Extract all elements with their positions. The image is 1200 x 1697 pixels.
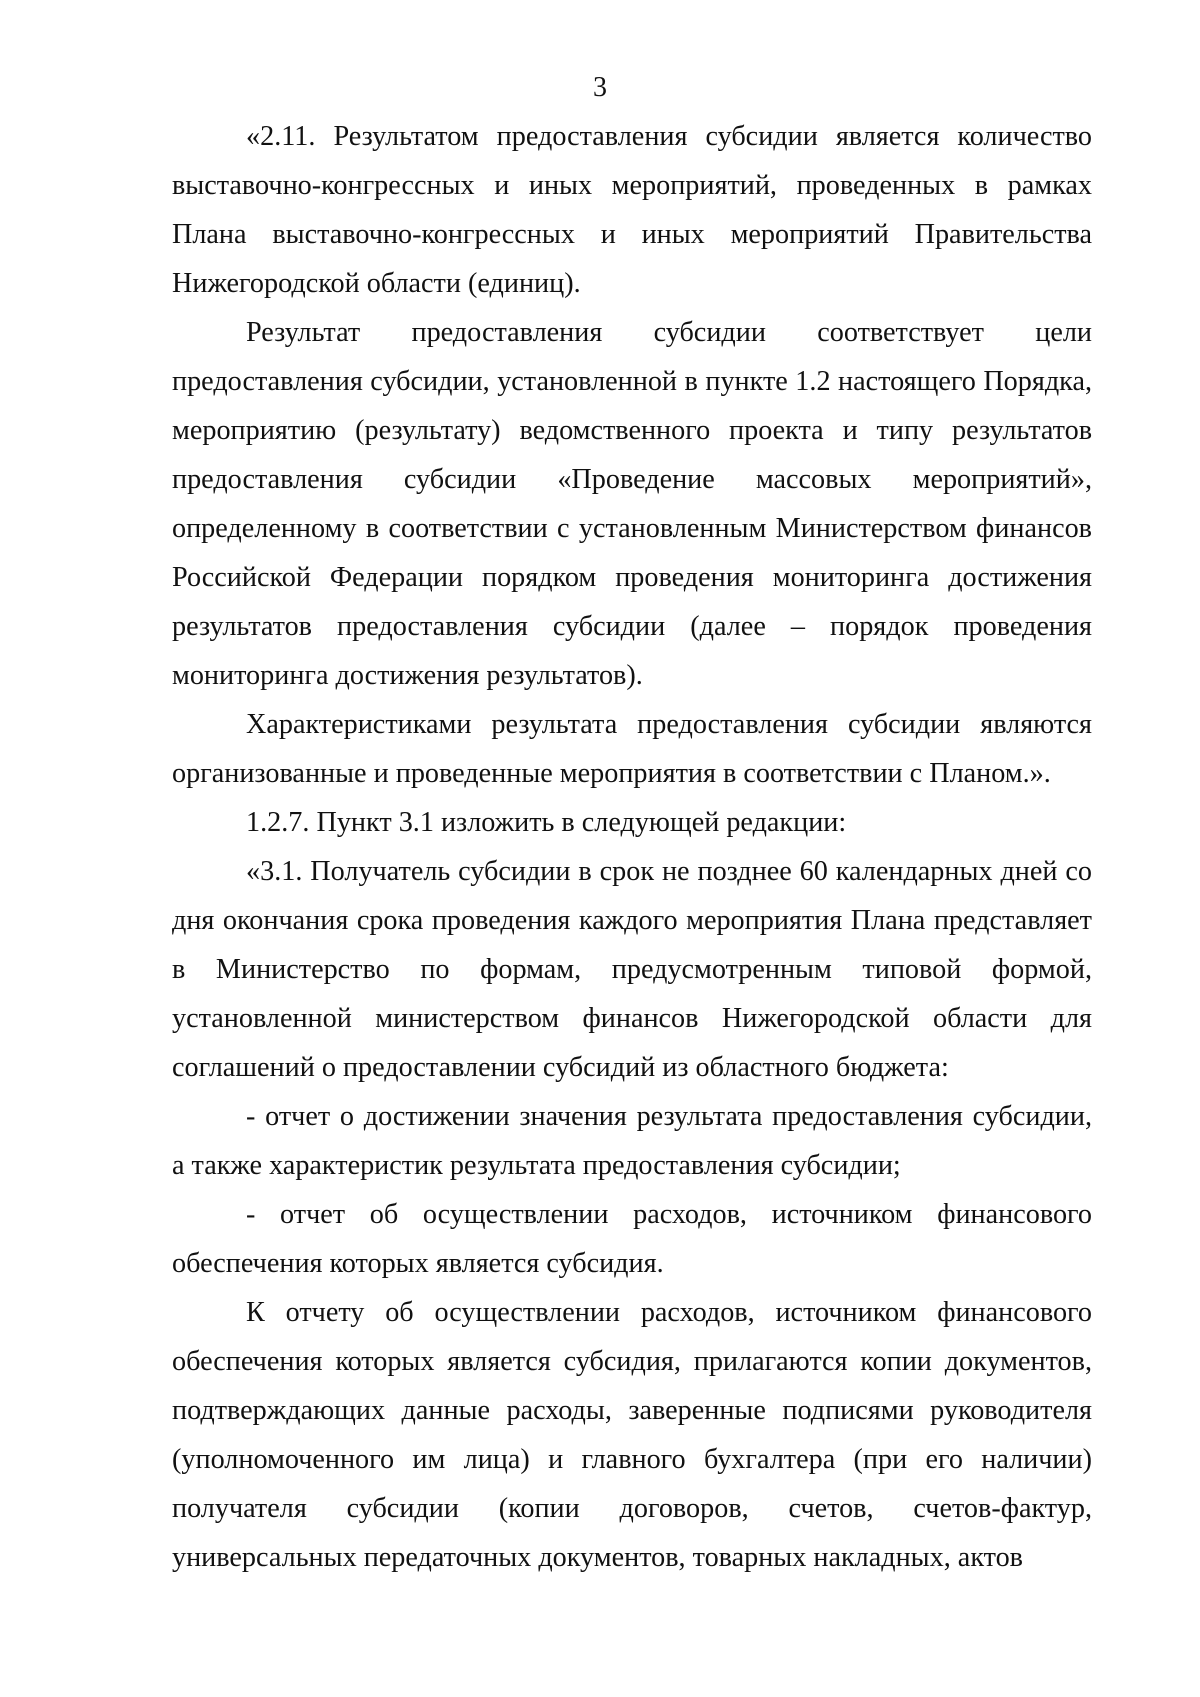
paragraph-expense-documents: К отчету об осуществлении расходов, источником финансового обеспечения которых является субсидия, прилагаются копии документов, подтверждающих данные расходы, заверенные подписями руководителя (уполномоченного им лица) и главного бухгалтера (при его наличии) получателя субсидии (копии договоров, счетов, счетов-фактур, универсальных передаточных документов, товарных накладных, актов [172,1297,1092,1573]
paragraph-result-correspondence: Результат предоставления субсидии соответствует цели предоставления субсидии, установленной в пункте 1.2 настоящего Порядка, мероприятию (результату) ведомственного проекта и типу результатов предоставления субсидии «Проведение массовых мероприятий», определенному в соответствии с установленным Министерством финансов Российской Федерации порядком проведения мониторинга достижения результатов предоставления субсидии (далее – порядок проведения мониторинга достижения результатов). [172,317,1092,691]
page-number: 3 [593,72,607,103]
paragraph-3-1: «3.1. Получатель субсидии в срок не позднее 60 календарных дней со дня окончания срока проведения каждого мероприятия Плана представляет в Министерство по формам, предусмотренным типовой формой, установленной министерством финансов Нижегородской области для соглашений о предоставлении субсидий из областного бюджета: [172,856,1092,1083]
document-body [172,112,1092,1582]
paragraph-result-characteristics: Характеристиками результата предоставления субсидии являются организованные и проведенные мероприятия в соответствии с Планом.». [172,709,1092,789]
paragraph-1-2-7: 1.2.7. Пункт 3.1 изложить в следующей редакции: [246,807,847,838]
list-item-achievement-report: - отчет о достижении значения результата предоставления субсидии, а также характеристик результата предоставления субсидии; [172,1101,1092,1181]
list-item-expense-report: - отчет об осуществлении расходов, источником финансового обеспечения которых является субсидия. [172,1199,1092,1279]
paragraph-2-11: «2.11. Результатом предоставления субсидии является количество выставочно-конгрессных и иных мероприятий, проведенных в рамках Плана выставочно-конгрессных и иных мероприятий Правительства Нижегородской области (единиц). [172,121,1092,299]
